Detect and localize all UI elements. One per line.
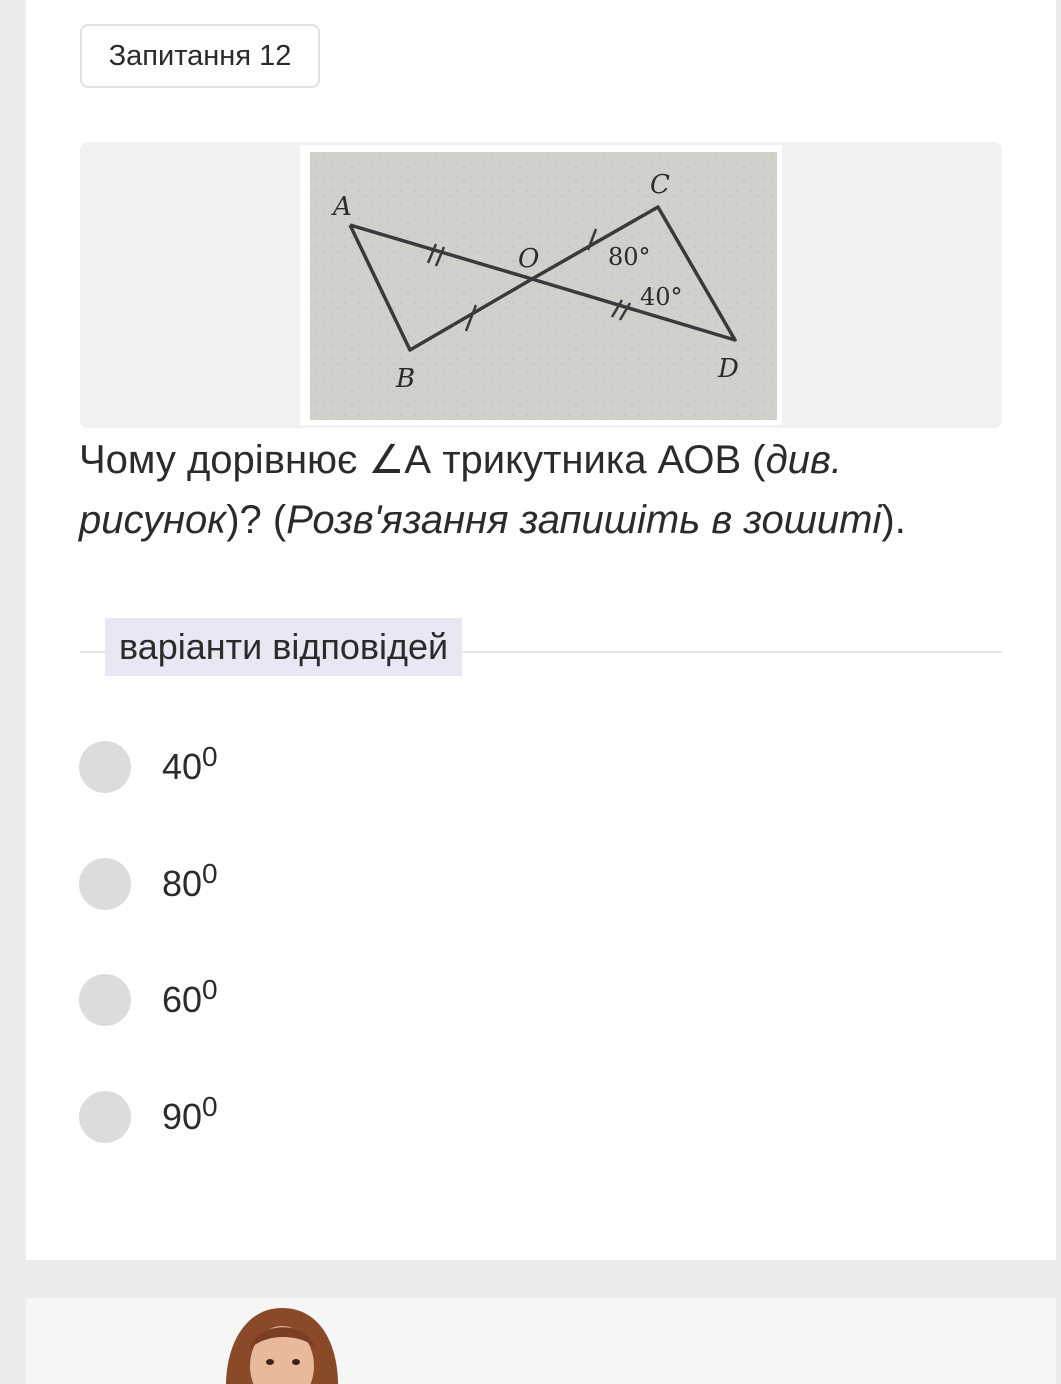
vertex-label-o: O bbox=[518, 244, 540, 274]
answer-option[interactable] bbox=[79, 1090, 679, 1144]
question-text-italic: Розв'язання запишіть в зошиті bbox=[286, 498, 882, 542]
answer-option-label[interactable] bbox=[162, 1091, 218, 1138]
answer-value: 60 bbox=[162, 979, 203, 1020]
answer-degree-sup: 0 bbox=[202, 974, 218, 1005]
radio-button[interactable] bbox=[79, 974, 131, 1026]
radio-button[interactable] bbox=[79, 858, 131, 910]
answer-option-label[interactable] bbox=[162, 974, 218, 1021]
vertex-label-d: D bbox=[718, 354, 739, 384]
answer-option[interactable] bbox=[79, 740, 679, 794]
answer-option[interactable] bbox=[79, 973, 679, 1027]
answer-value: 80 bbox=[162, 863, 203, 904]
angle-label-d: 40° bbox=[640, 283, 683, 311]
answer-degree-sup: 0 bbox=[202, 1091, 218, 1122]
answer-option[interactable] bbox=[79, 857, 679, 911]
question-number-badge bbox=[80, 24, 320, 88]
answer-value: 40 bbox=[162, 746, 203, 787]
vertex-label-a: A bbox=[333, 192, 352, 222]
bottom-promo-panel bbox=[26, 1298, 1056, 1384]
answer-option-label[interactable] bbox=[162, 741, 218, 788]
question-text-italic: див. рисунок bbox=[79, 438, 842, 542]
person-photo bbox=[216, 1304, 346, 1384]
answer-degree-sup: 0 bbox=[202, 741, 218, 772]
answer-value: 90 bbox=[162, 1096, 203, 1137]
vertex-label-b: B bbox=[396, 364, 416, 394]
geometry-figure bbox=[300, 145, 782, 425]
answer-options-heading-text: варіанти відповідей bbox=[119, 626, 449, 667]
question-number-label: Запитання 12 bbox=[108, 39, 292, 72]
answer-degree-sup: 0 bbox=[202, 858, 218, 889]
answer-option-label[interactable] bbox=[162, 858, 218, 905]
question-text-part: ). bbox=[881, 498, 906, 542]
radio-button[interactable] bbox=[79, 741, 131, 793]
question-text-part: )? ( bbox=[226, 498, 287, 542]
radio-button[interactable] bbox=[79, 1091, 131, 1143]
angle-label-c: 80° bbox=[608, 243, 651, 271]
vertex-label-c: C bbox=[650, 170, 670, 200]
question-text-part: Чому дорівнює ∠А трикутника АОВ ( bbox=[79, 438, 766, 482]
question-text bbox=[79, 430, 999, 550]
answer-options-heading bbox=[105, 618, 462, 676]
